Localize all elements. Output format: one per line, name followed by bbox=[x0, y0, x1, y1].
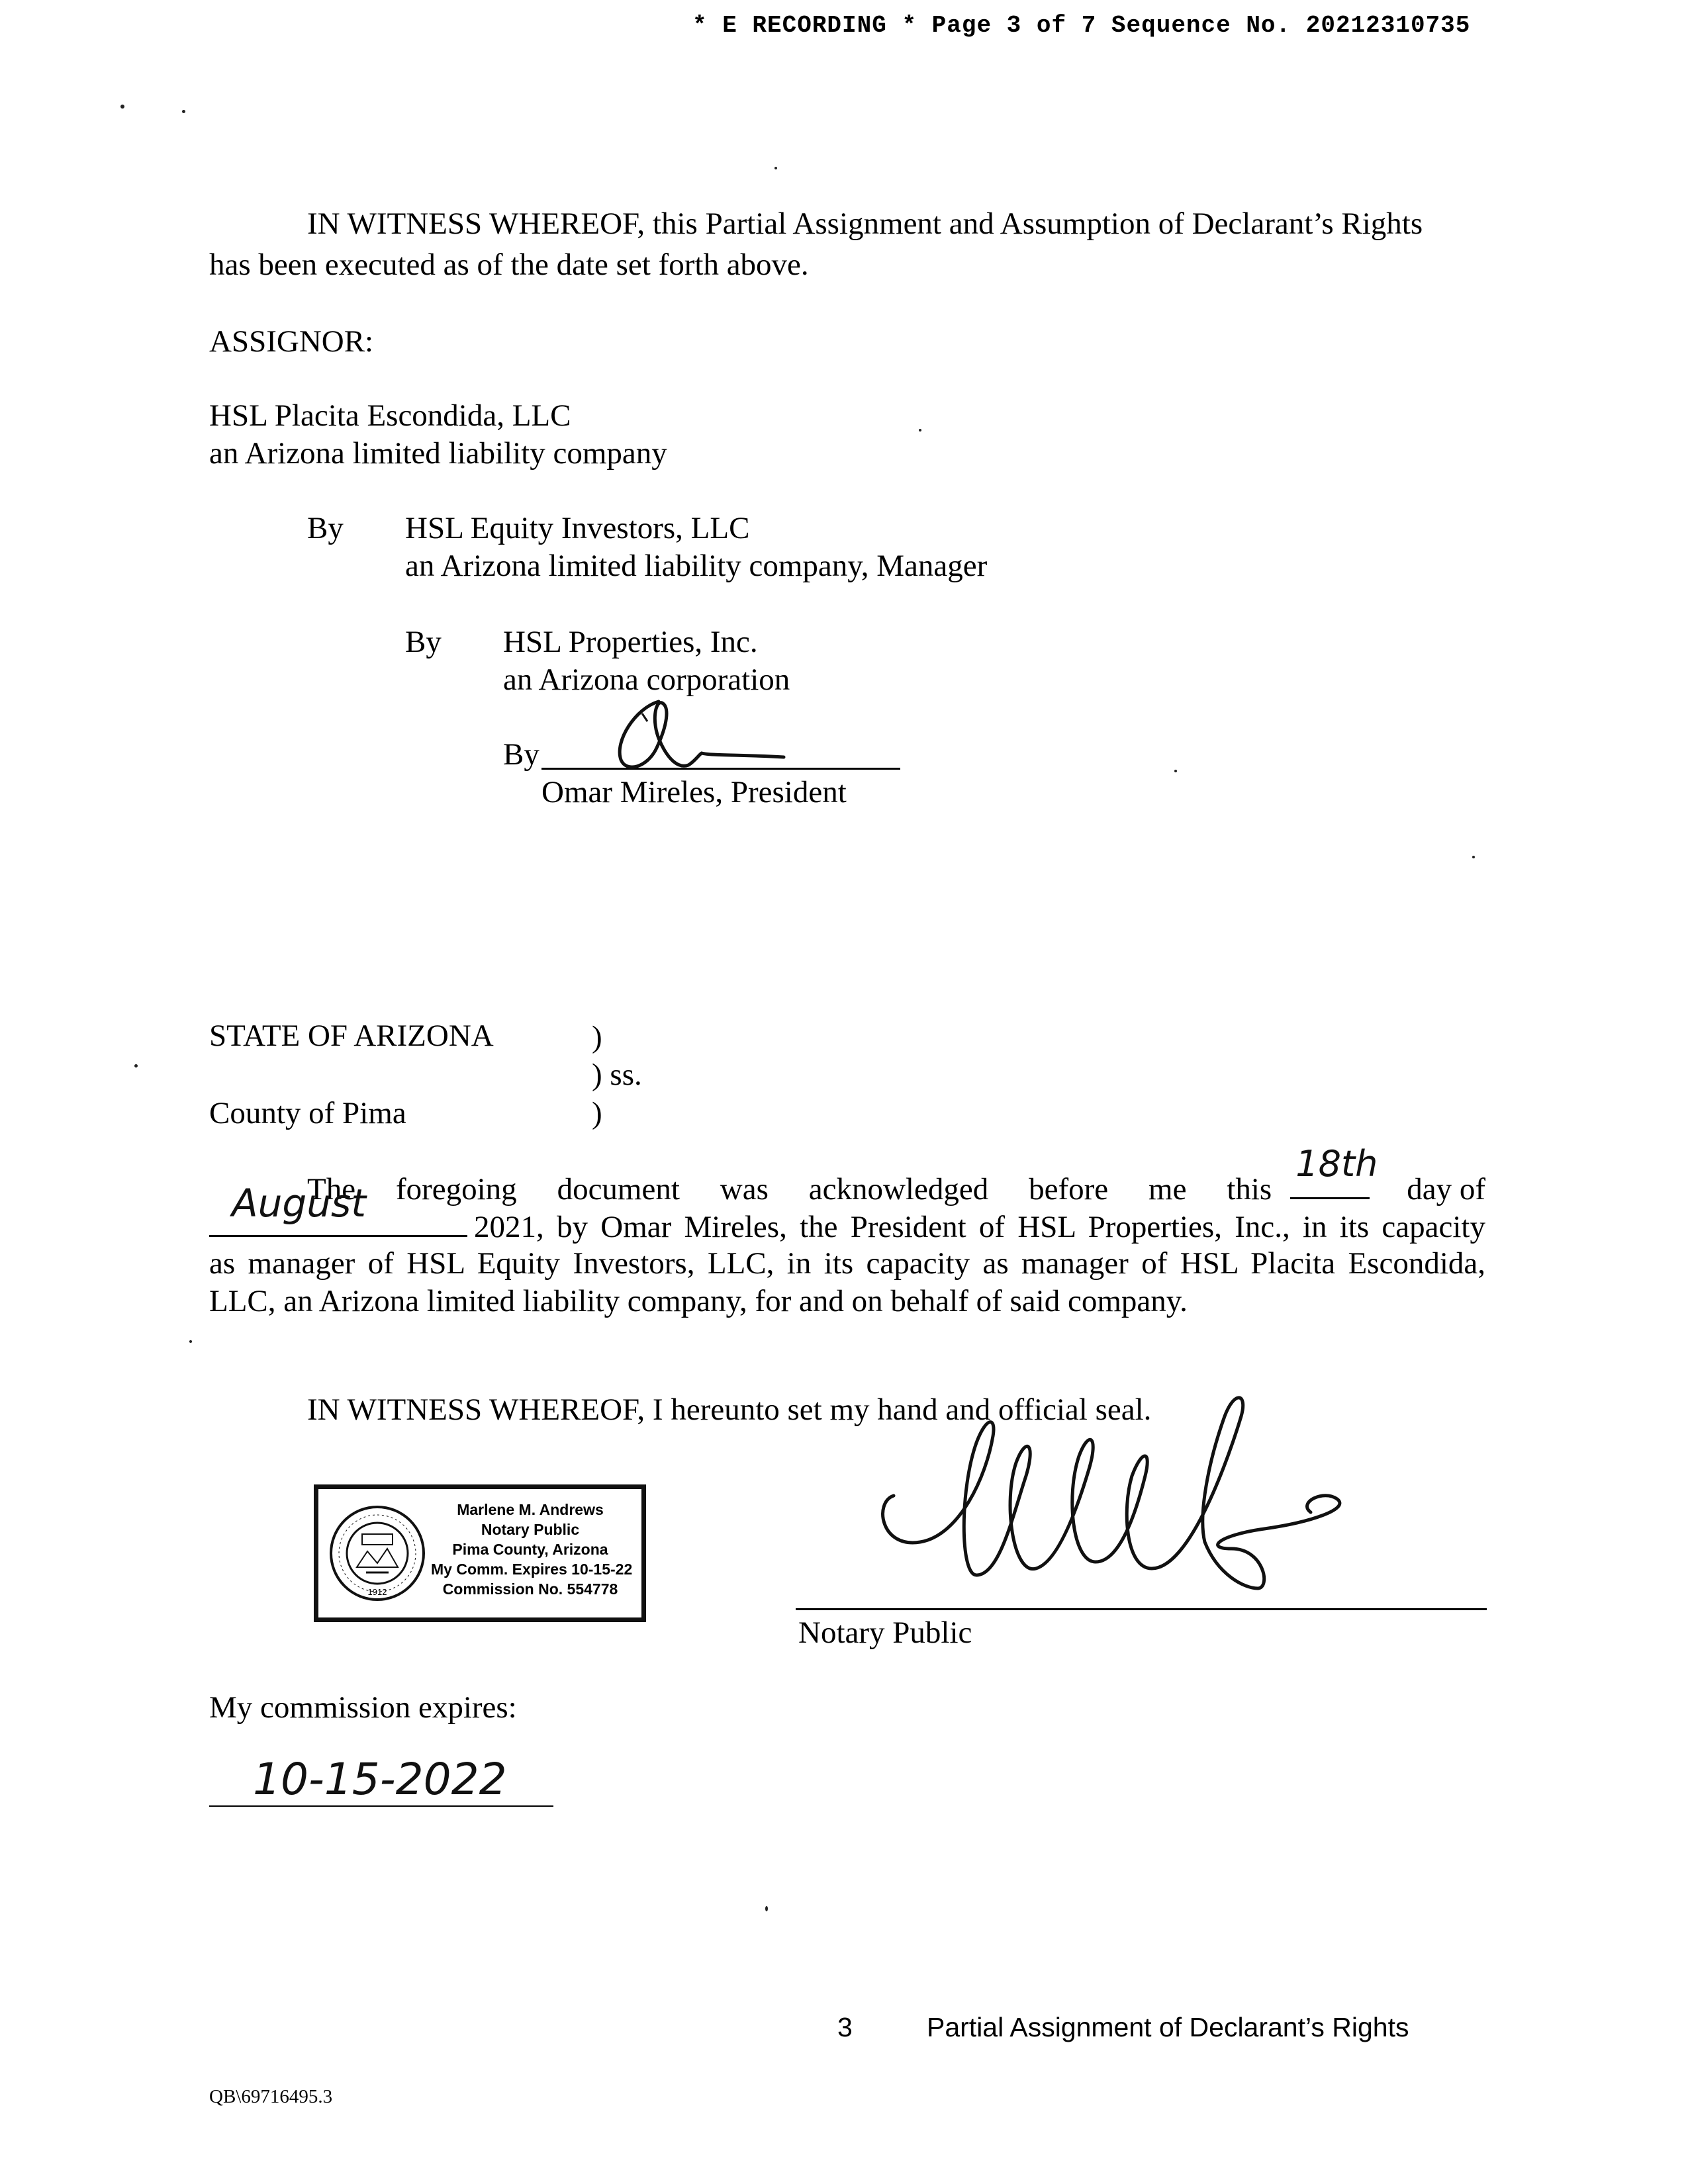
venue-state: STATE OF ARIZONA bbox=[209, 1019, 494, 1053]
ack-line-1-end: day of bbox=[1407, 1172, 1485, 1206]
scan-speck bbox=[1472, 856, 1475, 858]
month-blank bbox=[209, 1181, 467, 1237]
stamp-commission: Commission No. 554778 bbox=[442, 1580, 618, 1598]
signer-name: Omar Mireles, President bbox=[541, 775, 847, 809]
ack-line-3: as manager of HSL Equity Investors, LLC, in its capacity as manager of HSL Placita Escondida, bbox=[209, 1246, 1485, 1281]
notary-public-label: Notary Public bbox=[798, 1615, 972, 1650]
stamp-expires: My Comm. Expires 10-15-22 bbox=[431, 1561, 633, 1578]
by-label: By bbox=[503, 737, 539, 772]
by-label: By bbox=[307, 511, 344, 545]
month-handwritten: August bbox=[232, 1181, 366, 1226]
scan-speck bbox=[1174, 770, 1177, 772]
footer-doc-id: QB\69716495.3 bbox=[209, 2086, 333, 2107]
footer-page-number: 3 bbox=[837, 2012, 853, 2042]
commission-expires-label: My commission expires: bbox=[209, 1690, 517, 1725]
ack-line-4: LLC, an Arizona limited liability company, for and on behalf of said company. bbox=[209, 1284, 1188, 1318]
by-label: By bbox=[405, 625, 442, 659]
venue-paren: ) bbox=[592, 1096, 602, 1130]
arizona-seal-icon bbox=[328, 1504, 427, 1603]
scan-speck bbox=[189, 1340, 192, 1343]
ack-line-2-rest: 2021, by Omar Mireles, the President of HSL Properties, Inc., in its capacity bbox=[474, 1210, 1485, 1244]
witness-line-2: has been executed as of the date set forth above. bbox=[209, 248, 809, 282]
day-blank bbox=[1290, 1143, 1378, 1199]
notary-signature-line bbox=[796, 1608, 1487, 1610]
assignor-heading: ASSIGNOR: bbox=[209, 324, 374, 359]
notary-witness-line: IN WITNESS WHEREOF, I hereunto set my hand and official seal. bbox=[307, 1392, 1152, 1427]
assignor-description: an Arizona limited liability company bbox=[209, 436, 667, 471]
commission-expires-handwritten: 10-15-2022 bbox=[253, 1754, 507, 1805]
stamp-title: Notary Public bbox=[481, 1521, 580, 1538]
stamp-notary-name: Marlene M. Andrews bbox=[457, 1501, 604, 1518]
ack-line-1-start: The foregoing document was acknowledged before me this bbox=[307, 1172, 1272, 1206]
venue-ss: ) ss. bbox=[592, 1058, 642, 1092]
witness-line-1: IN WITNESS WHEREOF, this Partial Assignment and Assumption of Declarant’s Rights bbox=[307, 206, 1423, 241]
manager-description: an Arizona limited liability company, Manager bbox=[405, 549, 988, 583]
footer-title: Partial Assignment of Declarant’s Rights bbox=[927, 2012, 1409, 2042]
scan-speck bbox=[134, 1064, 138, 1068]
stamp-county: Pima County, Arizona bbox=[452, 1541, 608, 1558]
scan-speck bbox=[182, 110, 185, 113]
notary-signature bbox=[861, 1377, 1403, 1621]
commission-expires-line bbox=[209, 1805, 553, 1807]
corp-description: an Arizona corporation bbox=[503, 662, 790, 697]
venue-county: County of Pima bbox=[209, 1096, 406, 1130]
seal-year: 1912 bbox=[367, 1587, 387, 1597]
ack-line-1 bbox=[307, 1143, 1485, 1209]
corp-name: HSL Properties, Inc. bbox=[503, 625, 758, 659]
recording-header: * E RECORDING * Page 3 of 7 Sequence No. 20212310735 bbox=[692, 12, 1471, 39]
scan-speck bbox=[774, 167, 777, 169]
stamp-text bbox=[431, 1500, 633, 1599]
scan-speck bbox=[120, 105, 124, 109]
notary-stamp bbox=[314, 1484, 646, 1622]
scan-speck bbox=[765, 1906, 768, 1911]
assignor-name: HSL Placita Escondida, LLC bbox=[209, 398, 571, 433]
day-handwritten: 18th bbox=[1295, 1143, 1378, 1185]
manager-name: HSL Equity Investors, LLC bbox=[405, 511, 750, 545]
president-signature bbox=[596, 682, 794, 781]
scan-speck bbox=[919, 429, 921, 432]
venue-paren: ) bbox=[592, 1020, 602, 1054]
